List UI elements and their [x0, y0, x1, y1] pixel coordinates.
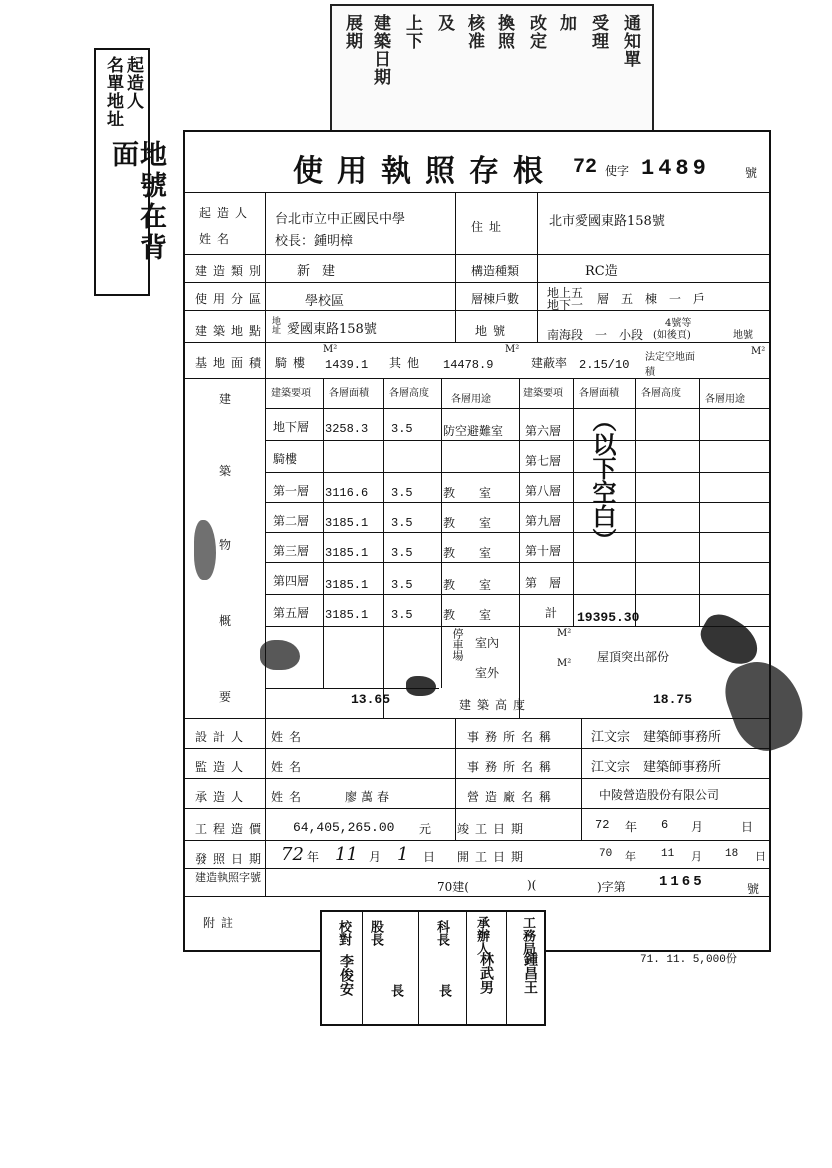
building-height: 18.75: [653, 692, 693, 707]
top-stamp-text: 展期: [342, 14, 362, 50]
building-height-label: 建築高度: [459, 698, 532, 712]
floor-name: 第三層: [273, 544, 310, 558]
floor-height: 3.5: [391, 608, 413, 622]
floor-height: 3.5: [391, 578, 413, 592]
roof-label: 屋頂突出部份: [597, 650, 670, 664]
permit-prefix-text: 70建(: [437, 880, 469, 894]
top-stamp-text: 及: [434, 14, 454, 32]
top-stamp-text: 核准: [464, 14, 484, 50]
stamp-col: 股長: [368, 920, 383, 946]
name-label: 姓名: [271, 730, 308, 744]
permit-mid-text: )(: [527, 878, 537, 892]
name-label: 姓名: [271, 760, 308, 774]
parking-indoor: 室內: [475, 636, 500, 650]
permit-end-text: 號: [747, 882, 760, 896]
m2-unit: M²: [557, 628, 572, 639]
zone-label: 使用分區: [195, 292, 268, 306]
coverage-value: 2.15/10: [579, 358, 630, 372]
floor-name: 地下層: [273, 420, 310, 434]
permit-suffix-text: )字第: [597, 880, 626, 894]
zone-value: 學校區: [305, 294, 345, 309]
ymd-label: 年: [625, 820, 638, 834]
contractor-name: 廖萬春: [345, 790, 394, 804]
stamp-name: 長: [388, 984, 403, 997]
top-stamp-text: 上下: [402, 14, 422, 50]
ymd-label: 月: [691, 850, 702, 863]
floors-label: 層棟戶數: [471, 292, 520, 306]
floor-total: 19395.30: [577, 610, 640, 625]
supervisor-office: 江文宗 建築師事務所: [591, 760, 722, 775]
legal-label: 法定空地面積: [645, 352, 695, 378]
ymd-label: 日: [755, 850, 766, 863]
permit-ref-number: 1165: [659, 874, 705, 890]
floor-use: 防空避難室: [443, 424, 504, 438]
contractor-co-label: 營造廠名稱: [467, 790, 558, 804]
approval-stamp: [320, 910, 546, 1026]
designer-office: 江文宗 建築師事務所: [591, 730, 722, 745]
stamp-col: 承辦人: [474, 916, 489, 955]
top-stamp-text: 加: [556, 14, 576, 32]
lot-extra-2: (如後頁): [653, 330, 691, 341]
m2-unit: M²: [557, 658, 572, 669]
owner-name-line1: 台北市立中正國民中學: [275, 212, 406, 227]
floor-area: 3258.3: [325, 422, 369, 436]
floor-name: 第五層: [273, 606, 310, 620]
top-stamp-text: 通知單: [620, 14, 640, 68]
floor-height: 3.5: [391, 486, 413, 500]
floors-up: 地上五: [547, 286, 584, 300]
area-label: 基地面積: [195, 356, 268, 370]
address-label: 住址: [471, 220, 508, 234]
start-day: 18: [725, 848, 739, 860]
coverage-label: 建蔽率: [531, 356, 568, 370]
floor-use: 教 室: [443, 546, 492, 560]
owner-label-2: 姓名: [199, 232, 236, 246]
lot-value: 南海段 一 小段: [547, 328, 644, 342]
overview-label: 建: [219, 392, 232, 406]
permit-year: 72: [573, 156, 598, 179]
overview-label: 築: [219, 464, 232, 478]
floor-area: 3116.6: [325, 486, 369, 500]
parking-outdoor: 室外: [475, 666, 500, 680]
floor-height: 3.5: [391, 516, 413, 530]
office-label: 事務所名稱: [467, 760, 558, 774]
other-area: 14478.9: [443, 358, 494, 372]
complete-year: 72: [595, 818, 610, 832]
floor-name-2: 計: [545, 606, 558, 620]
stamp-col: 校對: [336, 920, 351, 946]
floor-use: 教 室: [443, 516, 492, 530]
start-label: 開工日期: [457, 850, 530, 864]
floor-area: 3185.1: [325, 578, 369, 592]
blank-note: （以下空白）: [588, 408, 617, 552]
ymd-label: 日: [741, 820, 754, 834]
parking-label: 停車場: [451, 628, 464, 661]
ymd-label: 年: [307, 850, 320, 864]
start-year: 70: [599, 848, 613, 860]
issue-year: 72: [281, 844, 304, 865]
side-label-col1: 起造人: [123, 56, 143, 110]
floor-name-2: 第十層: [525, 544, 562, 558]
note-label: 附註: [203, 916, 240, 930]
stamp-name: 李俊安: [338, 954, 354, 996]
stamp-name: 長: [436, 984, 451, 997]
floor-name-2: 第八層: [525, 484, 562, 498]
floor-area: 3185.1: [325, 516, 369, 530]
stamp-name: 鍾昌王: [522, 952, 538, 994]
floors-down: 地下一: [547, 298, 584, 312]
complete-label: 竣工日期: [457, 822, 530, 836]
ymd-label: 年: [625, 850, 636, 863]
floor-name-2: 第 層: [525, 576, 562, 590]
floor-height: 3.5: [391, 422, 413, 436]
side-label-col2: 名單地址: [103, 56, 123, 128]
top-stamp-text: 受理: [588, 14, 608, 50]
cost-value: 64,405,265.00: [293, 820, 395, 835]
owner-label-1: 起造人: [199, 206, 254, 220]
issue-day: 1: [397, 844, 409, 865]
stamp-col: 工務局: [520, 916, 535, 955]
lot-label: 地號: [475, 324, 512, 338]
building-type: 新建: [297, 264, 348, 279]
stamp-name: 林武男: [478, 952, 494, 994]
floor-name: 騎樓: [273, 452, 298, 466]
floor-name: 第二層: [273, 514, 310, 528]
contractor-label: 承造人: [195, 790, 250, 804]
table-header: 建築要項: [523, 388, 563, 399]
ymd-label: 日: [423, 850, 436, 864]
designer-label: 設計人: [195, 730, 250, 744]
floor-area: 3185.1: [325, 608, 369, 622]
floor-use: 教 室: [443, 578, 492, 592]
roof-height: 13.65: [351, 692, 391, 707]
arcade-label: 騎樓: [275, 356, 312, 370]
top-stamp-text: 換照: [494, 14, 514, 50]
overview-label: 物: [219, 538, 232, 552]
lot-extra-3: 地號: [733, 330, 753, 341]
table-header: 各層面積: [579, 388, 619, 399]
overview-label: 概: [219, 614, 232, 628]
lot-extra-1: 4號等: [665, 318, 692, 329]
floor-use: 教 室: [443, 608, 492, 622]
floor-name-2: 第九層: [525, 514, 562, 528]
floor-name: 第一層: [273, 484, 310, 498]
ymd-label: 月: [691, 820, 704, 834]
cost-label: 工程造價: [195, 822, 268, 836]
floor-name: 第四層: [273, 574, 310, 588]
supervisor-label: 監造人: [195, 760, 250, 774]
site-label: 建築地點: [195, 324, 268, 338]
structure-label: 構造種類: [471, 264, 520, 278]
applicant-list-note: [94, 48, 166, 296]
floor-name-2: 第七層: [525, 454, 562, 468]
owner-address: 北市愛國東路158號: [549, 214, 665, 229]
type-label: 建造類別: [195, 264, 268, 278]
floor-height: 3.5: [391, 546, 413, 560]
office-label: 事務所名稱: [467, 730, 558, 744]
top-stamp-text: 改定: [526, 14, 546, 50]
side-label-bottom: 地號在背面: [107, 140, 166, 264]
table-header: 建築要項: [271, 388, 311, 399]
table-header: 各層高度: [389, 388, 429, 399]
overview-label: 要: [219, 690, 232, 704]
area-unit: M²: [323, 344, 338, 355]
ink-smudge: [406, 676, 436, 696]
top-stamp: [330, 4, 654, 132]
table-header: 各層面積: [329, 388, 369, 399]
contractor-company: 中陵營造股份有限公司: [599, 788, 720, 802]
issue-month: 11: [335, 844, 358, 865]
legal-unit: M²: [751, 346, 766, 357]
cost-unit: 元: [419, 822, 432, 836]
floor-name-2: 第六層: [525, 424, 562, 438]
arcade-area: 1439.1: [325, 358, 369, 372]
table-header: 各層用途: [451, 394, 491, 405]
name-label: 姓名: [271, 790, 308, 804]
print-footer: 71. 11. 5,000份: [640, 954, 737, 966]
complete-month: 6: [661, 818, 669, 832]
floors-rest: 層 五 棟 一 戶: [597, 292, 706, 306]
floor-area: 3185.1: [325, 546, 369, 560]
form-title: 使用執照存根: [293, 154, 557, 189]
issue-label: 發照日期: [195, 852, 268, 866]
table-header: 各層高度: [641, 388, 681, 399]
ink-smudge: [260, 640, 300, 670]
owner-name-line2: 校長：鍾明樟: [275, 234, 354, 249]
stamp-col: 科長: [434, 920, 449, 946]
table-header: 各層用途: [705, 394, 745, 405]
top-stamp-text: 建築日期: [370, 14, 390, 86]
floor-use: 教 室: [443, 486, 492, 500]
other-label: 其他: [389, 356, 426, 370]
permit-number: 1489: [641, 156, 710, 181]
permit-prefix: 使字: [605, 164, 630, 178]
site-sub: 地址: [270, 316, 280, 334]
start-month: 11: [661, 848, 675, 860]
area-unit: M²: [505, 344, 520, 355]
site-value: 愛國東路158號: [287, 322, 377, 337]
permit-suffix: 號: [745, 166, 758, 180]
structure-value: RC造: [585, 264, 618, 279]
permit-no-label: 建造執照字號: [195, 871, 261, 884]
ymd-label: 月: [369, 850, 382, 864]
permit-form: [183, 130, 771, 952]
